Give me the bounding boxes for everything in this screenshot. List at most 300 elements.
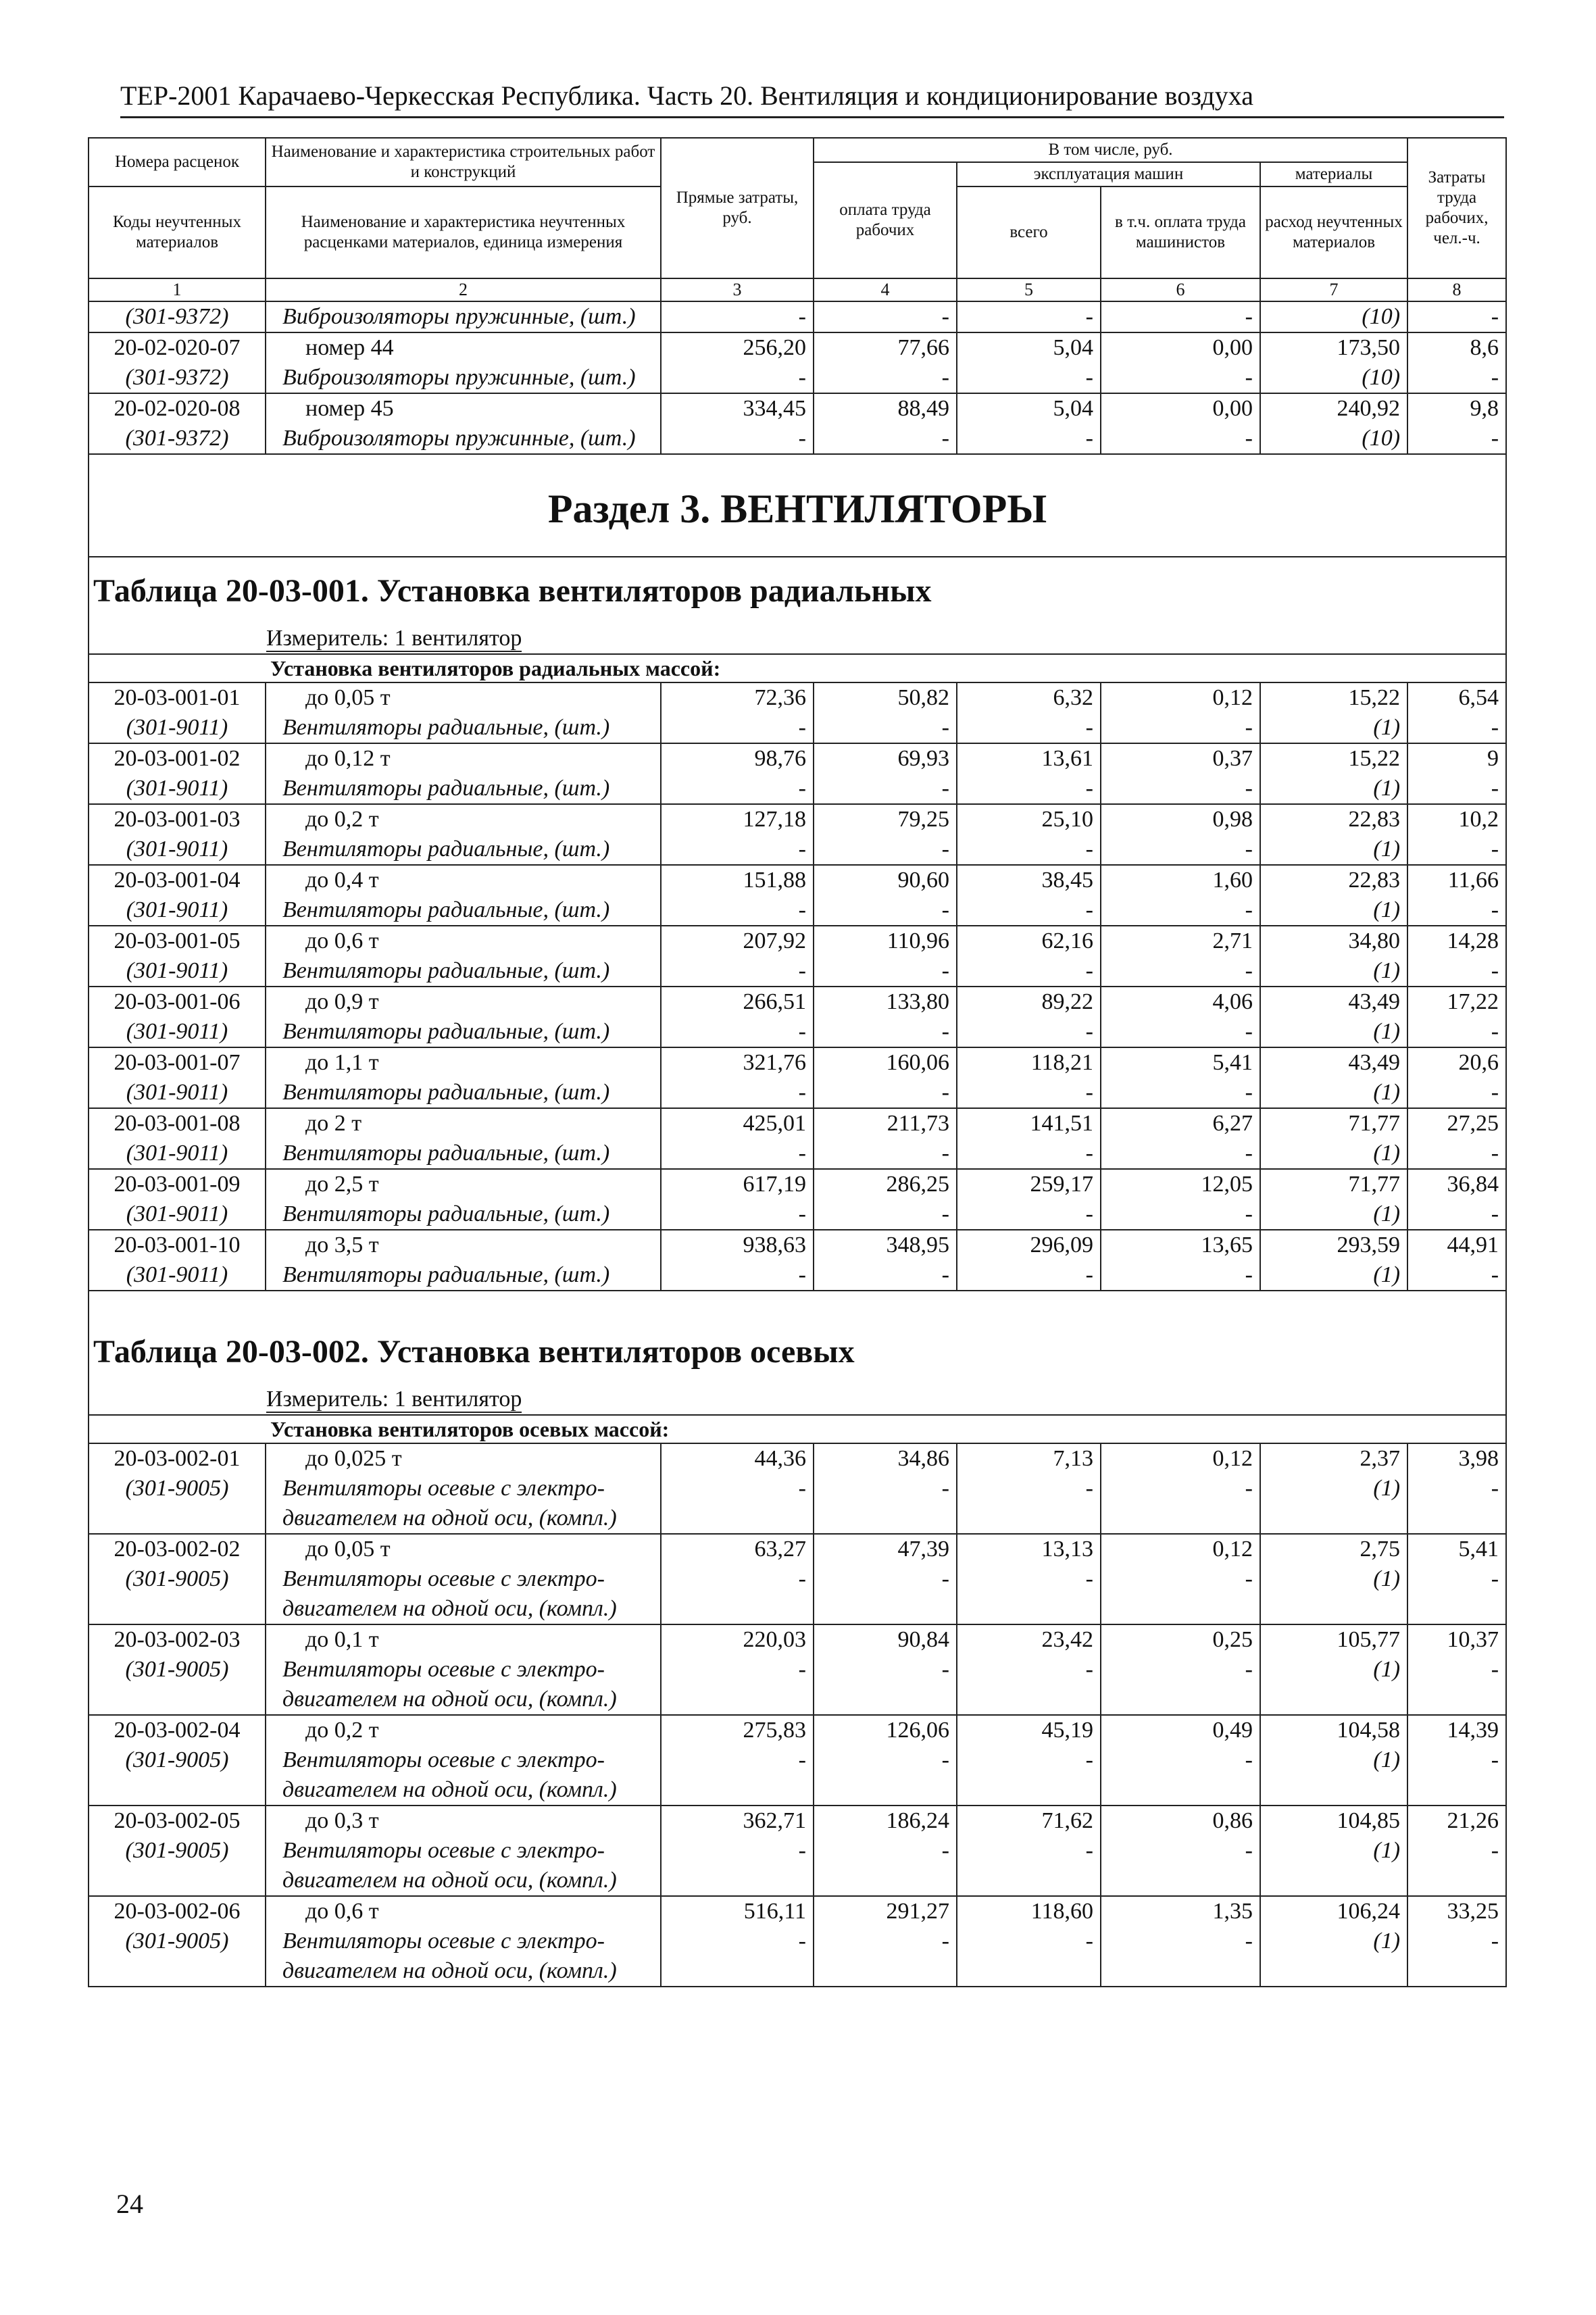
material-empty-col6 — [1101, 1594, 1260, 1624]
material-value-col7: (1) — [1260, 1260, 1407, 1291]
rate-code: 20-03-001-05 — [89, 926, 266, 956]
rate-value-col8: 14,39 — [1407, 1715, 1506, 1745]
material-value-col4: - — [814, 835, 957, 865]
material-code: (301-9372) — [89, 363, 266, 393]
header-name-bottom: Наименование и характеристика неучтенных расценками материалов, единица измерения — [266, 186, 661, 278]
table2-group-text: Установка вентиляторов осевых массой: — [89, 1415, 1506, 1443]
rate-value-col7: 15,22 — [1260, 682, 1407, 713]
rate-row — [89, 1624, 1506, 1655]
table1-group-text: Установка вентиляторов радиальных массой: — [89, 654, 1506, 682]
material-row — [89, 424, 1506, 454]
material-value-col3: - — [661, 1745, 814, 1775]
material-value-col6: - — [1101, 835, 1260, 865]
material-empty-col6 — [1101, 1775, 1260, 1806]
rate-value-col7: 22,83 — [1260, 865, 1407, 895]
header-labor-hours: Затраты труда рабочих, чел.-ч. — [1407, 138, 1506, 278]
material-value-col7: (1) — [1260, 956, 1407, 987]
material-empty-col8 — [1407, 1685, 1506, 1715]
material-value-col5: - — [957, 1017, 1101, 1047]
material-value-col8: - — [1407, 1474, 1506, 1503]
rate-name: до 3,5 т — [266, 1230, 661, 1260]
rate-value-col4: 79,25 — [814, 804, 957, 835]
rate-row — [89, 1047, 1506, 1078]
material-row-cont — [89, 1503, 1506, 1534]
material-value-col4: - — [814, 1745, 957, 1775]
rate-code: 20-03-002-01 — [89, 1443, 266, 1474]
rate-code: 20-03-001-09 — [89, 1169, 266, 1199]
material-value-col4: - — [814, 363, 957, 393]
rate-name: до 0,3 т — [266, 1806, 661, 1836]
rate-code: 20-02-020-07 — [89, 332, 266, 363]
material-name: Вентиляторы радиальные, (шт.) — [266, 1139, 661, 1169]
material-empty-col7 — [1260, 1866, 1407, 1896]
material-value-col6: - — [1101, 1260, 1260, 1291]
table2-title — [89, 1318, 1506, 1378]
rate-name: до 0,05 т — [266, 1534, 661, 1564]
rate-row — [89, 1715, 1506, 1745]
rate-value-col3: 72,36 — [661, 682, 814, 713]
material-value-col8: - — [1407, 895, 1506, 926]
material-value-col3: - — [661, 1139, 814, 1169]
rate-value-col8: 20,6 — [1407, 1047, 1506, 1078]
material-value-col6: - — [1101, 1926, 1260, 1956]
material-value-col5: - — [957, 895, 1101, 926]
material-value-col5: - — [957, 363, 1101, 393]
rate-value-col6: 0,25 — [1101, 1624, 1260, 1655]
material-value-col7: (1) — [1260, 713, 1407, 743]
rate-value-col8: 44,91 — [1407, 1230, 1506, 1260]
material-code: (301-9011) — [89, 713, 266, 743]
rate-value-col6: 1,35 — [1101, 1896, 1260, 1926]
rate-value-col6: 2,71 — [1101, 926, 1260, 956]
material-name-cont: двигателем на одной оси, (компл.) — [266, 1775, 661, 1806]
material-code: (301-9011) — [89, 956, 266, 987]
material-value-col4: - — [814, 1260, 957, 1291]
material-code: (301-9005) — [89, 1926, 266, 1956]
header-machines: эксплуатация машин — [957, 162, 1260, 186]
rate-row — [89, 1534, 1506, 1564]
material-value-col6: - — [1101, 956, 1260, 987]
rate-value-col7: 293,59 — [1260, 1230, 1407, 1260]
table1-title-text: Таблица 20-03-001. Установка вентиляторов радиальных — [89, 557, 1506, 617]
colnum-2: 2 — [266, 278, 661, 301]
rate-value-col5: 38,45 — [957, 865, 1101, 895]
material-row — [89, 956, 1506, 987]
material-row — [89, 1745, 1506, 1775]
material-code-cont — [89, 1775, 266, 1806]
material-row — [89, 835, 1506, 865]
rate-value-col7: 34,80 — [1260, 926, 1407, 956]
rate-value-col4: 133,80 — [814, 987, 957, 1017]
material-empty-col5 — [957, 1503, 1101, 1534]
page-header: ТЕР-2001 Карачаево-Черкесская Республика. Часть 20. Вентиляция и кондиционирование воздуха — [120, 80, 1504, 118]
rate-value-col6: 0,98 — [1101, 804, 1260, 835]
material-code-cont — [89, 1594, 266, 1624]
rate-name: до 0,9 т — [266, 987, 661, 1017]
rate-value-col3: 362,71 — [661, 1806, 814, 1836]
rate-code: 20-03-001-07 — [89, 1047, 266, 1078]
material-empty-col7 — [1260, 1503, 1407, 1534]
rate-value-col3: 127,18 — [661, 804, 814, 835]
material-code: (301-9372) — [89, 424, 266, 454]
material-empty-col7 — [1260, 1594, 1407, 1624]
material-value-col3: - — [661, 774, 814, 804]
material-value-col3: - — [661, 424, 814, 454]
material-empty-col8 — [1407, 1503, 1506, 1534]
material-value-col8: - — [1407, 1564, 1506, 1594]
table-header — [89, 138, 1506, 301]
material-value-col8: - — [1407, 1745, 1506, 1775]
rate-value-col6: 0,00 — [1101, 332, 1260, 363]
material-value-col7: (10) — [1260, 424, 1407, 454]
rate-name: до 0,1 т — [266, 1624, 661, 1655]
rate-name: до 1,1 т — [266, 1047, 661, 1078]
rate-value-col8: 14,28 — [1407, 926, 1506, 956]
rate-value-col8: 33,25 — [1407, 1896, 1506, 1926]
material-value-col5: - — [957, 1655, 1101, 1685]
material-row — [89, 895, 1506, 926]
rate-value-col6: 0,12 — [1101, 1534, 1260, 1564]
header-machines-total: всего — [957, 186, 1101, 278]
material-row — [89, 1078, 1506, 1108]
section-title-text: Раздел 3. ВЕНТИЛЯТОРЫ — [89, 454, 1506, 557]
header-direct-costs: Прямые затраты, руб. — [661, 138, 814, 278]
material-empty-col4 — [814, 1956, 957, 1987]
material-value-col6: - — [1101, 424, 1260, 454]
rate-row — [89, 1896, 1506, 1926]
material-value-col5: - — [957, 1745, 1101, 1775]
material-row — [89, 1139, 1506, 1169]
table-gap — [89, 1291, 1506, 1318]
table2-title-text: Таблица 20-03-002. Установка вентиляторов осевых — [89, 1318, 1506, 1378]
rate-name: номер 45 — [266, 393, 661, 424]
material-value-col3: - — [661, 1926, 814, 1956]
material-value-col8: - — [1407, 1139, 1506, 1169]
material-row — [89, 301, 1506, 332]
material-code: (301-9011) — [89, 1017, 266, 1047]
rate-value-col6: 13,65 — [1101, 1230, 1260, 1260]
rate-name: номер 44 — [266, 332, 661, 363]
material-value-col8: - — [1407, 1655, 1506, 1685]
material-row — [89, 1260, 1506, 1291]
material-name: Вентиляторы осевые с электро- — [266, 1655, 661, 1685]
rate-row — [89, 865, 1506, 895]
colnum-5: 5 — [957, 278, 1101, 301]
material-code-cont — [89, 1685, 266, 1715]
table1-measure-label: Измеритель: 1 вентилятор — [266, 626, 522, 651]
rate-value-col4: 110,96 — [814, 926, 957, 956]
rate-value-col5: 89,22 — [957, 987, 1101, 1017]
material-value-col3: - — [661, 1564, 814, 1594]
rate-value-col6: 12,05 — [1101, 1169, 1260, 1199]
material-empty-col5 — [957, 1775, 1101, 1806]
material-value-col6: - — [1101, 774, 1260, 804]
material-value-col3: - — [661, 713, 814, 743]
rate-value-col3: 334,45 — [661, 393, 814, 424]
material-value-col5: - — [957, 1139, 1101, 1169]
material-row — [89, 774, 1506, 804]
material-name: Вентиляторы осевые с электро- — [266, 1836, 661, 1866]
rate-value-col8: 17,22 — [1407, 987, 1506, 1017]
rate-code: 20-03-001-02 — [89, 743, 266, 774]
material-empty-col4 — [814, 1685, 957, 1715]
rate-value-col5: 71,62 — [957, 1806, 1101, 1836]
material-value-col4: - — [814, 956, 957, 987]
material-empty-col4 — [814, 1594, 957, 1624]
material-value-col8: - — [1407, 1926, 1506, 1956]
material-row — [89, 1564, 1506, 1594]
rate-value-col8: 9,8 — [1407, 393, 1506, 424]
material-empty-col6 — [1101, 1503, 1260, 1534]
material-name-cont: двигателем на одной оси, (компл.) — [266, 1594, 661, 1624]
colnum-4: 4 — [814, 278, 957, 301]
material-row-cont — [89, 1775, 1506, 1806]
rate-name: до 0,2 т — [266, 1715, 661, 1745]
material-name: Виброизоляторы пружинные, (шт.) — [266, 424, 661, 454]
header-codes-bottom: Коды неучтенных материалов — [89, 186, 266, 278]
material-value-col6: - — [1101, 1199, 1260, 1230]
rate-row — [89, 1230, 1506, 1260]
colnum-8: 8 — [1407, 278, 1506, 301]
material-value-col7: (10) — [1260, 301, 1407, 332]
rate-row — [89, 682, 1506, 713]
material-empty-col4 — [814, 1866, 957, 1896]
material-row-cont — [89, 1594, 1506, 1624]
rate-code: 20-03-002-02 — [89, 1534, 266, 1564]
rate-name: до 2,5 т — [266, 1169, 661, 1199]
rate-value-col5: 6,32 — [957, 682, 1101, 713]
rate-value-col7: 15,22 — [1260, 743, 1407, 774]
material-code-cont — [89, 1866, 266, 1896]
material-row-cont — [89, 1685, 1506, 1715]
material-value-col7: (1) — [1260, 1655, 1407, 1685]
material-empty-col5 — [957, 1594, 1101, 1624]
rate-value-col7: 43,49 — [1260, 987, 1407, 1017]
rate-code: 20-03-002-03 — [89, 1624, 266, 1655]
header-materials-usage: расход неучтенных материалов — [1260, 186, 1407, 278]
rate-value-col7: 43,49 — [1260, 1047, 1407, 1078]
rate-code: 20-03-001-01 — [89, 682, 266, 713]
material-value-col3: - — [661, 1199, 814, 1230]
material-value-col4: - — [814, 1017, 957, 1047]
material-empty-col6 — [1101, 1866, 1260, 1896]
rate-value-col5: 23,42 — [957, 1624, 1101, 1655]
table2-group — [89, 1415, 1506, 1443]
material-empty-col3 — [661, 1503, 814, 1534]
material-value-col6: - — [1101, 1655, 1260, 1685]
material-value-col4: - — [814, 1199, 957, 1230]
material-name-cont: двигателем на одной оси, (компл.) — [266, 1685, 661, 1715]
material-value-col3: - — [661, 1655, 814, 1685]
rate-value-col4: 50,82 — [814, 682, 957, 713]
material-value-col8: - — [1407, 956, 1506, 987]
material-value-col6: - — [1101, 895, 1260, 926]
material-value-col4: - — [814, 1078, 957, 1108]
rate-value-col7: 71,77 — [1260, 1108, 1407, 1139]
rate-value-col7: 71,77 — [1260, 1169, 1407, 1199]
material-code-cont — [89, 1503, 266, 1534]
material-row — [89, 1836, 1506, 1866]
header-group: В том числе, руб. — [814, 138, 1407, 162]
material-code: (301-9011) — [89, 1139, 266, 1169]
rate-value-col8: 3,98 — [1407, 1443, 1506, 1474]
material-empty-col7 — [1260, 1956, 1407, 1987]
material-name: Виброизоляторы пружинные, (шт.) — [266, 363, 661, 393]
material-value-col7: (1) — [1260, 1836, 1407, 1866]
material-empty-col7 — [1260, 1685, 1407, 1715]
material-value-col5: - — [957, 1564, 1101, 1594]
material-value-col8: - — [1407, 713, 1506, 743]
header-codes-top: Номера расценок — [89, 138, 266, 186]
material-value-col8: - — [1407, 1078, 1506, 1108]
rate-value-col8: 27,25 — [1407, 1108, 1506, 1139]
material-empty-col4 — [814, 1503, 957, 1534]
material-value-col3: - — [661, 1474, 814, 1503]
material-name: Вентиляторы радиальные, (шт.) — [266, 1260, 661, 1291]
rate-value-col8: 36,84 — [1407, 1169, 1506, 1199]
rate-code: 20-03-002-04 — [89, 1715, 266, 1745]
rate-value-col5: 118,60 — [957, 1896, 1101, 1926]
rate-value-col7: 106,24 — [1260, 1896, 1407, 1926]
material-value-col6: - — [1101, 1139, 1260, 1169]
rate-value-col5: 25,10 — [957, 804, 1101, 835]
material-value-col6: - — [1101, 1474, 1260, 1503]
material-value-col3: - — [661, 956, 814, 987]
rate-value-col5: 296,09 — [957, 1230, 1101, 1260]
material-value-col7: (1) — [1260, 1745, 1407, 1775]
material-code: (301-9011) — [89, 1260, 266, 1291]
header-materials: материалы — [1260, 162, 1407, 186]
table1-measure-text — [89, 617, 1506, 654]
rate-value-col4: 47,39 — [814, 1534, 957, 1564]
rate-value-col4: 126,06 — [814, 1715, 957, 1745]
material-empty-col8 — [1407, 1775, 1506, 1806]
rate-value-col7: 105,77 — [1260, 1624, 1407, 1655]
rate-value-col6: 5,41 — [1101, 1047, 1260, 1078]
colnum-7: 7 — [1260, 278, 1407, 301]
material-value-col6: - — [1101, 301, 1260, 332]
rate-name: до 0,025 т — [266, 1443, 661, 1474]
section-title — [89, 454, 1506, 557]
material-name-cont: двигателем на одной оси, (компл.) — [266, 1866, 661, 1896]
material-empty-col3 — [661, 1866, 814, 1896]
material-value-col3: - — [661, 363, 814, 393]
material-empty-col6 — [1101, 1685, 1260, 1715]
material-value-col3: - — [661, 835, 814, 865]
rate-value-col3: 275,83 — [661, 1715, 814, 1745]
material-value-col5: - — [957, 1926, 1101, 1956]
material-value-col5: - — [957, 835, 1101, 865]
rate-value-col6: 4,06 — [1101, 987, 1260, 1017]
material-value-col7: (1) — [1260, 1078, 1407, 1108]
rate-value-col4: 186,24 — [814, 1806, 957, 1836]
material-value-col8: - — [1407, 1199, 1506, 1230]
rate-value-col7: 104,58 — [1260, 1715, 1407, 1745]
material-value-col7: (10) — [1260, 363, 1407, 393]
rate-row — [89, 987, 1506, 1017]
header-wages: оплата труда рабочих — [814, 162, 957, 278]
material-empty-col5 — [957, 1685, 1101, 1715]
material-value-col7: (1) — [1260, 895, 1407, 926]
material-value-col6: - — [1101, 1745, 1260, 1775]
rate-value-col8: 6,54 — [1407, 682, 1506, 713]
table2-measure-label: Измеритель: 1 вентилятор — [266, 1387, 522, 1412]
rate-value-col3: 63,27 — [661, 1534, 814, 1564]
rate-value-col5: 13,61 — [957, 743, 1101, 774]
rates-table — [88, 137, 1507, 1987]
rate-value-col4: 77,66 — [814, 332, 957, 363]
material-value-col5: - — [957, 1836, 1101, 1866]
page-number: 24 — [116, 2189, 143, 2219]
rate-value-col7: 173,50 — [1260, 332, 1407, 363]
material-name: Вентиляторы осевые с электро- — [266, 1474, 661, 1503]
rate-code: 20-03-001-08 — [89, 1108, 266, 1139]
material-name-cont: двигателем на одной оси, (компл.) — [266, 1956, 661, 1987]
material-value-col8: - — [1407, 1836, 1506, 1866]
material-value-col4: - — [814, 1474, 957, 1503]
rate-value-col3: 617,19 — [661, 1169, 814, 1199]
material-empty-col8 — [1407, 1956, 1506, 1987]
rate-value-col7: 2,37 — [1260, 1443, 1407, 1474]
header-machinists-wages: в т.ч. оплата труда машинистов — [1101, 186, 1260, 278]
rate-value-col5: 13,13 — [957, 1534, 1101, 1564]
material-value-col4: - — [814, 1926, 957, 1956]
material-value-col8: - — [1407, 301, 1506, 332]
rate-value-col6: 0,37 — [1101, 743, 1260, 774]
material-value-col5: - — [957, 1260, 1101, 1291]
material-empty-col3 — [661, 1685, 814, 1715]
rate-value-col4: 211,73 — [814, 1108, 957, 1139]
rate-value-col6: 0,49 — [1101, 1715, 1260, 1745]
material-empty-col8 — [1407, 1594, 1506, 1624]
material-row — [89, 363, 1506, 393]
material-name: Вентиляторы радиальные, (шт.) — [266, 895, 661, 926]
material-value-col6: - — [1101, 1017, 1260, 1047]
rate-value-col4: 90,84 — [814, 1624, 957, 1655]
column-numbers-row — [89, 278, 1506, 301]
rate-value-col3: 207,92 — [661, 926, 814, 956]
rate-value-col3: 151,88 — [661, 865, 814, 895]
material-row — [89, 1655, 1506, 1685]
rate-value-col6: 0,00 — [1101, 393, 1260, 424]
material-empty-col6 — [1101, 1956, 1260, 1987]
rate-value-col6: 0,12 — [1101, 682, 1260, 713]
material-value-col3: - — [661, 895, 814, 926]
material-code: (301-9005) — [89, 1474, 266, 1503]
material-value-col8: - — [1407, 835, 1506, 865]
rate-code: 20-03-001-03 — [89, 804, 266, 835]
rate-row — [89, 743, 1506, 774]
rate-row — [89, 332, 1506, 363]
colnum-1: 1 — [89, 278, 266, 301]
material-value-col4: - — [814, 424, 957, 454]
material-value-col7: (1) — [1260, 835, 1407, 865]
material-code: (301-9372) — [89, 301, 266, 332]
material-value-col6: - — [1101, 1078, 1260, 1108]
material-code: (301-9005) — [89, 1655, 266, 1685]
material-row-cont — [89, 1866, 1506, 1896]
material-empty-col4 — [814, 1775, 957, 1806]
rate-value-col5: 141,51 — [957, 1108, 1101, 1139]
rate-value-col7: 104,85 — [1260, 1806, 1407, 1836]
material-value-col8: - — [1407, 1017, 1506, 1047]
rate-name: до 0,6 т — [266, 1896, 661, 1926]
rate-row — [89, 1443, 1506, 1474]
material-code: (301-9011) — [89, 835, 266, 865]
rate-value-col8: 9 — [1407, 743, 1506, 774]
material-name: Вентиляторы осевые с электро- — [266, 1564, 661, 1594]
table2-measure — [89, 1378, 1506, 1415]
